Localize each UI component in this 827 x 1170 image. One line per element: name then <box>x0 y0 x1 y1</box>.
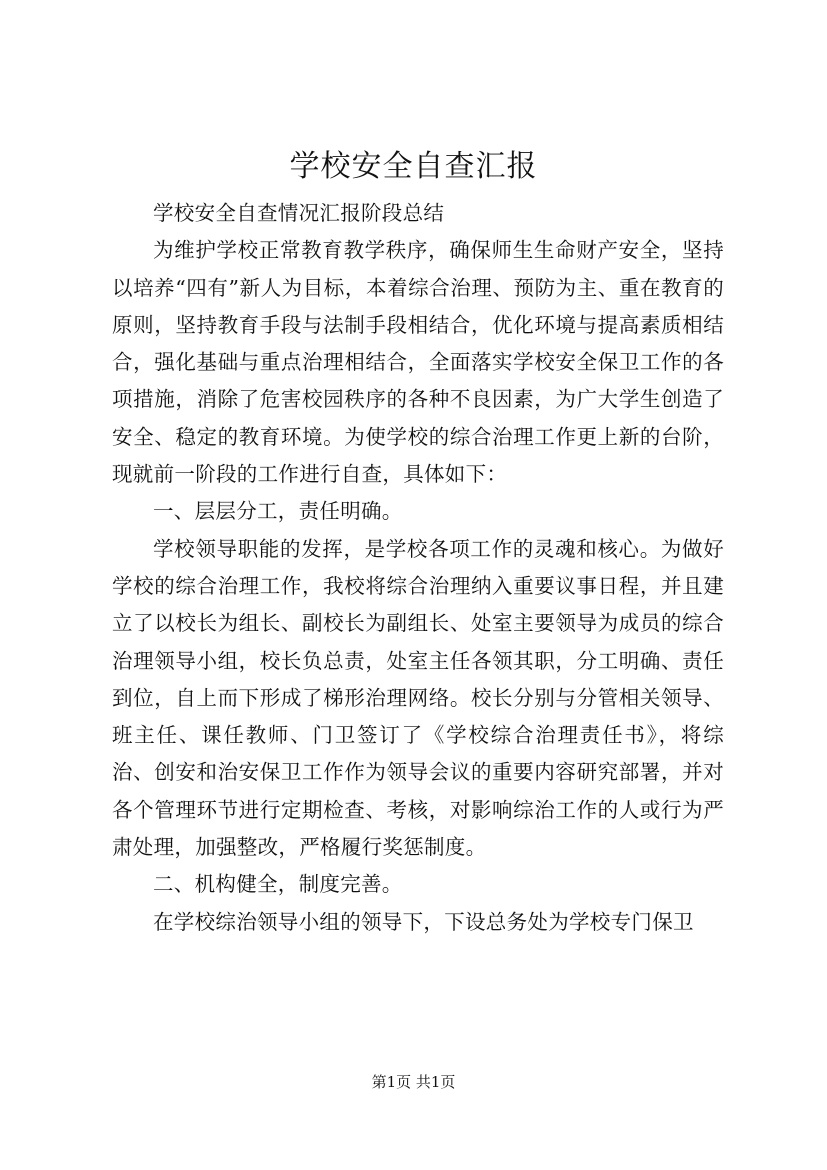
intro-paragraph: 为维护学校正常教育教学秩序，确保师生生命财产安全，坚持以培养“四有”新人为目标，本着综合治理、预防为主、重在教育的原则，坚持教育手段与法制手段相结合，优化环境与提高素质相结合，强化基础与重点治理相结合，全面落实学校安全保卫工作的各项措施，消除了危害校园秩序的各种不良因素，为广大学生创造了安全、稳定的教育环境。为使学校的综合治理工作更上新的台阶，现就前一阶段的工作进行自查，具体如下： <box>112 238 724 487</box>
section-heading-1: 一、层层分工，责任明确。 <box>153 499 403 524</box>
section-1-paragraph: 学校领导职能的发挥，是学校各项工作的灵魂和核心。为做好学校的综合治理工作，我校将综合治理纳入重要议事日程，并且建立了以校长为组长、副校长为副组长、处室主要领导为成员的综合治理领导小组，校长负总责，处室主任各领其职，分工明确、责任到位，自上而下形成了梯形治理网络。校长分别与分管相关领导、班主任、课任教师、门卫签订了《学校综合治理责任书》，将综治、创安和治安保卫工作作为领导会议的重要内容研究部署，并对各个管理环节进行定期检查、考核，对影响综治工作的人或行为严肃处理，加强整改，严格履行奖惩制度。 <box>112 536 724 860</box>
page-footer: 第1页 共1页 <box>371 1073 456 1091</box>
subtitle-paragraph: 学校安全自查情况汇报阶段总结 <box>153 201 445 225</box>
section-2-paragraph: 在学校综治领导小组的领导下，下设总务处为学校专门保卫 <box>153 909 694 934</box>
document-body <box>112 195 724 941</box>
section-heading-2: 二、机构健全，制度完善。 <box>153 872 403 897</box>
document-title: 学校安全自查汇报 <box>289 149 538 184</box>
